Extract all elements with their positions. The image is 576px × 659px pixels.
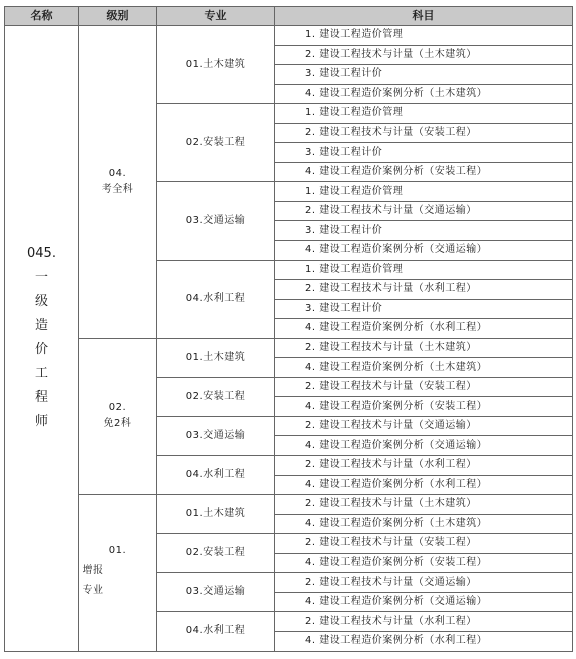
level-cell xyxy=(79,495,157,651)
major-cell: 04.水利工程 xyxy=(157,260,275,338)
subject-cell: 2. 建设工程技术与计量（水利工程） xyxy=(275,280,573,300)
major-cell: 01.土木建筑 xyxy=(157,495,275,534)
header-name: 名称 xyxy=(5,7,79,26)
table-row xyxy=(5,495,573,515)
level-label: 增报专业 xyxy=(82,564,104,596)
table-row xyxy=(5,26,573,46)
subject-cell: 2. 建设工程技术与计量（水利工程） xyxy=(275,456,573,476)
subject-cell: 2. 建设工程技术与计量（土木建筑） xyxy=(275,338,573,358)
subject-cell: 2. 建设工程技术与计量（安装工程） xyxy=(275,534,573,554)
level-label: 考全科 xyxy=(101,183,134,195)
subject-cell: 2. 建设工程技术与计量（安装工程） xyxy=(275,123,573,143)
level-code: 01. xyxy=(108,544,127,556)
major-cell: 03.交通运输 xyxy=(157,182,275,260)
subject-cell: 4. 建设工程造价案例分析（交通运输） xyxy=(275,592,573,612)
exam-code: 045. xyxy=(27,246,56,262)
level-cell xyxy=(79,338,157,494)
subject-cell: 2. 建设工程技术与计量（交通运输） xyxy=(275,573,573,593)
level-cell xyxy=(79,26,157,339)
exam-title: 一级造价工程师 xyxy=(34,270,48,430)
subject-cell: 2. 建设工程技术与计量（交通运输） xyxy=(275,416,573,436)
header-subject: 科目 xyxy=(275,7,573,26)
subject-cell: 1. 建设工程造价管理 xyxy=(275,182,573,202)
header-level: 级别 xyxy=(79,7,157,26)
exam-name-cell xyxy=(5,26,79,652)
level-code: 02. xyxy=(108,402,127,414)
major-cell: 03.交通运输 xyxy=(157,416,275,455)
subject-cell: 4. 建设工程造价案例分析（土木建筑） xyxy=(275,358,573,378)
major-cell: 03.交通运输 xyxy=(157,573,275,612)
subject-cell: 1. 建设工程造价管理 xyxy=(275,104,573,124)
major-cell: 04.水利工程 xyxy=(157,456,275,495)
major-cell: 02.安装工程 xyxy=(157,377,275,416)
subject-cell: 3. 建设工程计价 xyxy=(275,221,573,241)
subject-cell: 4. 建设工程造价案例分析（安装工程） xyxy=(275,397,573,417)
subject-cell: 2. 建设工程技术与计量（安装工程） xyxy=(275,377,573,397)
subject-cell: 4. 建设工程造价案例分析（安装工程） xyxy=(275,162,573,182)
subject-cell: 4. 建设工程造价案例分析（水利工程） xyxy=(275,631,573,651)
subject-cell: 4. 建设工程造价案例分析（水利工程） xyxy=(275,475,573,495)
subject-cell: 2. 建设工程技术与计量（水利工程） xyxy=(275,612,573,632)
table-row xyxy=(5,338,573,358)
subject-cell: 4. 建设工程造价案例分析（交通运输） xyxy=(275,436,573,456)
subject-cell: 4. 建设工程造价案例分析（水利工程） xyxy=(275,319,573,339)
major-cell: 02.安装工程 xyxy=(157,534,275,573)
subject-cell: 1. 建设工程造价管理 xyxy=(275,260,573,280)
header-row xyxy=(5,7,573,26)
subject-cell: 4. 建设工程造价案例分析（交通运输） xyxy=(275,241,573,261)
subject-cell: 3. 建设工程计价 xyxy=(275,299,573,319)
subject-cell: 3. 建设工程计价 xyxy=(275,65,573,85)
major-cell: 01.土木建筑 xyxy=(157,338,275,377)
header-major: 专业 xyxy=(157,7,275,26)
subject-cell: 3. 建设工程计价 xyxy=(275,143,573,163)
level-label: 免2科 xyxy=(103,418,132,430)
major-cell: 04.水利工程 xyxy=(157,612,275,651)
level-code: 04. xyxy=(108,167,127,179)
major-cell: 02.安装工程 xyxy=(157,104,275,182)
subject-cell: 2. 建设工程技术与计量（土木建筑） xyxy=(275,495,573,515)
exam-subject-table xyxy=(4,6,573,652)
subject-cell: 2. 建设工程技术与计量（交通运输） xyxy=(275,201,573,221)
subject-cell: 4. 建设工程造价案例分析（安装工程） xyxy=(275,553,573,573)
subject-cell: 1. 建设工程造价管理 xyxy=(275,26,573,46)
subject-cell: 4. 建设工程造价案例分析（土木建筑） xyxy=(275,514,573,534)
major-cell: 01.土木建筑 xyxy=(157,26,275,104)
subject-cell: 2. 建设工程技术与计量（土木建筑） xyxy=(275,45,573,65)
subject-cell: 4. 建设工程造价案例分析（土木建筑） xyxy=(275,84,573,104)
